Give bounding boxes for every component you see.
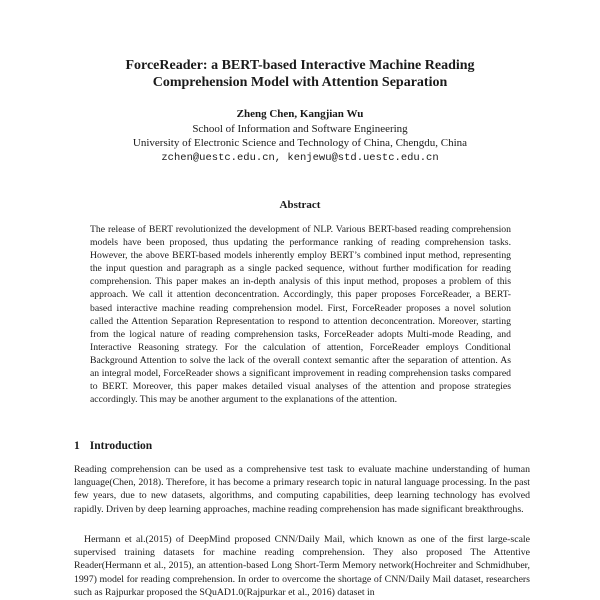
introduction-paragraph-1: Reading comprehension can be used as a comprehensive test task to evaluate machine understanding of human language(Chen, 2018). Therefore, it has become a primary research topic in natural language processing. In the past few years, due to new datasets, algorithms, and computing capabilities, deep learning technology has evolved rapidly. Driven by deep learning approaches, machine reading comprehension has made significant breakthroughs. [74, 464, 530, 515]
paper-title [0, 57, 600, 91]
title-line-1: ForceReader: a BERT-based Interactive Machine Reading [125, 58, 475, 73]
abstract-heading: Abstract [279, 199, 321, 211]
author-block [0, 107, 600, 165]
author-names: Zheng Chen, Kangjian Wu [236, 108, 364, 120]
section-heading-introduction [74, 440, 152, 452]
author-emails: zchen@uestc.edu.cn, kenjewu@std.uestc.edu.cn [161, 151, 439, 164]
abstract-text: The release of BERT revolutionized the development of NLP. Various BERT-based reading comprehension models have been proposed, thus updating the performance ranking of reading comprehension tasks. However, the above BERT-based models inherently employ BERT’s combined input method, representing the input question and paragraph as a single packed sequence, without further modification for reading comprehension. This paper makes an in-depth analysis of this input method, proposes a problem of this approach. We call it attention deconcentration. Accordingly, this paper proposes ForceReader, a BERT-based interactive machine reading comprehension model. First, ForceReader proposes a novel solution called the Attention Separation Representation to respond to attention deconcentration. Moreover, starting from the logical nature of reading comprehension tasks, ForceReader adopts Multi-mode Reading, and Interactive Reasoning strategy. For the calculation of attention, ForceReader employs Conditional Background Attention to solve the lack of the overall context semantic after the separation of attention. As an integral model, ForceReader shows a significant improvement in reading comprehension tasks compared to BERT. Moreover, this paper makes detailed visual analyses of the attention and propose strategies accordingly. This may be another argument to the explanations of the attention. [90, 224, 511, 406]
title-line-2: Comprehension Model with Attention Separation [152, 75, 448, 90]
introduction-paragraph-2: Hermann et al.(2015) of DeepMind proposed CNN/Daily Mail, which known as one of the first large-scale supervised training datasets for machine reading comprehension. They also proposed The Attentive Reader(Hermann et al., 2015), an attention-based Long Short-Term Memory network(Hochreiter and Schmidhuber, 1997) model for reading comprehension. In order to overcome the shortage of CNN/Daily Mail dataset, researchers such as Rajpurkar proposed the SQuAD1.0(Rajpurkar et al., 2016) dataset in [74, 534, 530, 598]
section-title: Introduction [89, 440, 153, 452]
section-number: 1 [74, 440, 80, 452]
affiliation-line-2: University of Electronic Science and Technology of China, Chengdu, China [132, 137, 468, 149]
affiliation-line-1: School of Information and Software Engineering [192, 122, 408, 135]
